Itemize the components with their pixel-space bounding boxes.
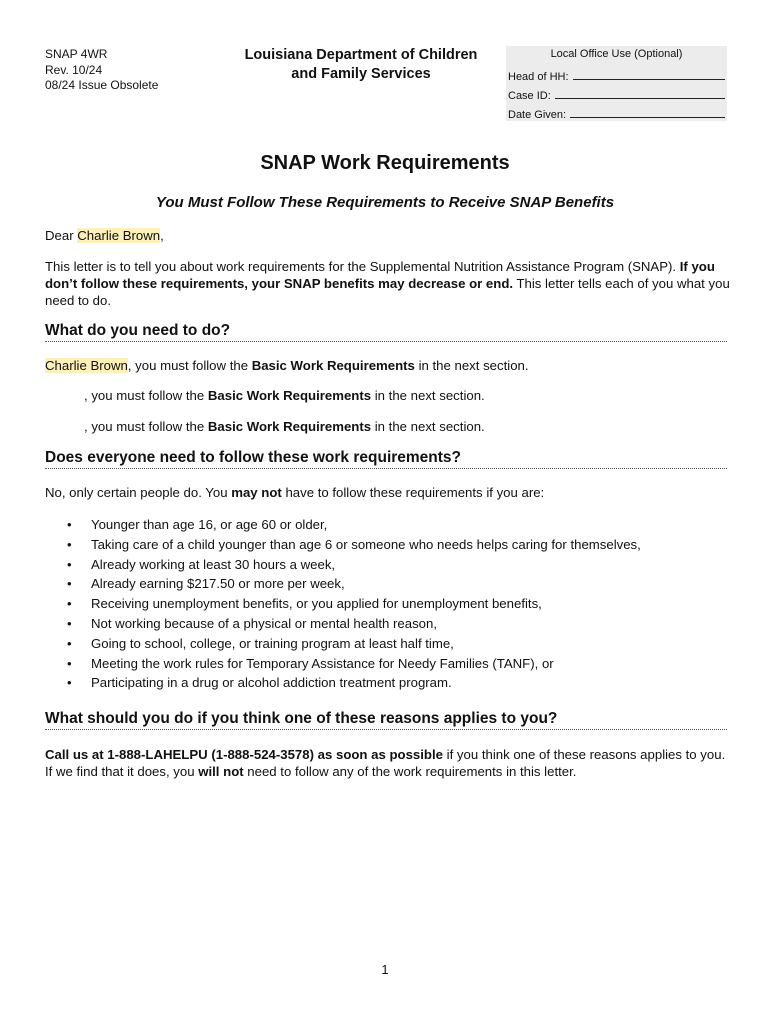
head-of-hh-label: Head of HH: [508,71,569,83]
bullet-icon: • [67,615,72,631]
bullet-icon: • [67,556,72,572]
bullet-icon: • [67,517,72,532]
date-given-row [506,102,727,121]
form-identifier [45,47,158,94]
bullet-icon: • [67,536,72,552]
person-name[interactable]: Charlie Brown [45,358,128,373]
list-item: • Already earning $217.50 or more per week, [62,574,722,594]
bullet-icon: • [67,635,72,651]
local-office-use-box [506,46,727,121]
head-of-hh-field[interactable] [573,67,725,80]
case-id-field[interactable] [555,86,725,99]
exemption-intro: No, only certain people do. You may not have to follow these requirements if you are: [45,485,545,500]
section-heading-what-should-you-do: What should you do if you think one of these reasons applies to you? [45,710,727,730]
requirement-line-2: , you must follow the Basic Work Requirements in the next section. [84,388,485,403]
requirement-line-1: Charlie Brown, you must follow the Basic Work Requirements in the next section. [45,358,529,373]
letter-title: SNAP Work Requirements [260,152,510,174]
obsolete-notice: 08/24 Issue Obsolete [45,78,159,92]
recipient-name[interactable]: Charlie Brown [77,228,161,243]
section-heading-who-follows: Does everyone need to follow these work requirements? [45,449,727,469]
greeting: Dear Charlie Brown, [45,228,164,243]
date-given-label: Date Given: [508,109,567,121]
date-given-field[interactable] [570,105,725,118]
form-number: SNAP 4WR [45,47,108,61]
contact-paragraph: Call us at 1-888-LAHELPU (1-888-524-3578) as soon as possible if you think one of these reasons applies to you. If we find that it does, you will not need to follow any of the work requirements in this letter. [45,747,726,779]
page-number: 1 [381,962,389,977]
intro-paragraph: This letter is to tell you about work requirements for the Supplemental Nutrition Assistance Program (SNAP). If you don’t follow these requirements, your SNAP benefits may decrease or end. This letter tells each of you what you need to do. [45,259,730,308]
list-item: • Already working at least 30 hours a week, [62,555,722,575]
list-item: • Taking care of a child younger than age 6 or someone who needs helps caring for themselves, [62,535,722,555]
bullet-icon: • [67,596,72,612]
list-item: • Going to school, college, or training program at least half time, [62,634,722,654]
section-heading-what-to-do: What do you need to do? [45,322,727,342]
bullet-icon: • [67,576,72,592]
agency-name: Louisiana Department of Children and Family Services [244,47,478,82]
letter-subtitle: You Must Follow These Requirements to Receive SNAP Benefits [155,194,615,211]
office-box-title: Local Office Use (Optional) [550,48,683,60]
case-id-label: Case ID: [508,90,551,102]
list-item: • Not working because of a physical or mental health reason, [62,614,722,634]
list-item: • Meeting the work rules for Temporary Assistance for Needy Families (TANF), or [62,654,722,674]
list-item: • Receiving unemployment benefits, or you applied for unemployment benefits, [62,594,722,614]
bullet-icon: • [67,675,72,691]
list-item: • Younger than age 16, or age 60 or older, [62,515,722,535]
case-id-row [506,83,727,102]
head-of-hh-row [506,64,727,83]
list-item: • Participating in a drug or alcohol addiction treatment program. [62,673,722,693]
requirement-line-3: , you must follow the Basic Work Requirements in the next section. [84,419,485,434]
bullet-icon: • [67,655,72,671]
form-revision: Rev. 10/24 [45,62,103,77]
exemption-list [62,515,722,693]
